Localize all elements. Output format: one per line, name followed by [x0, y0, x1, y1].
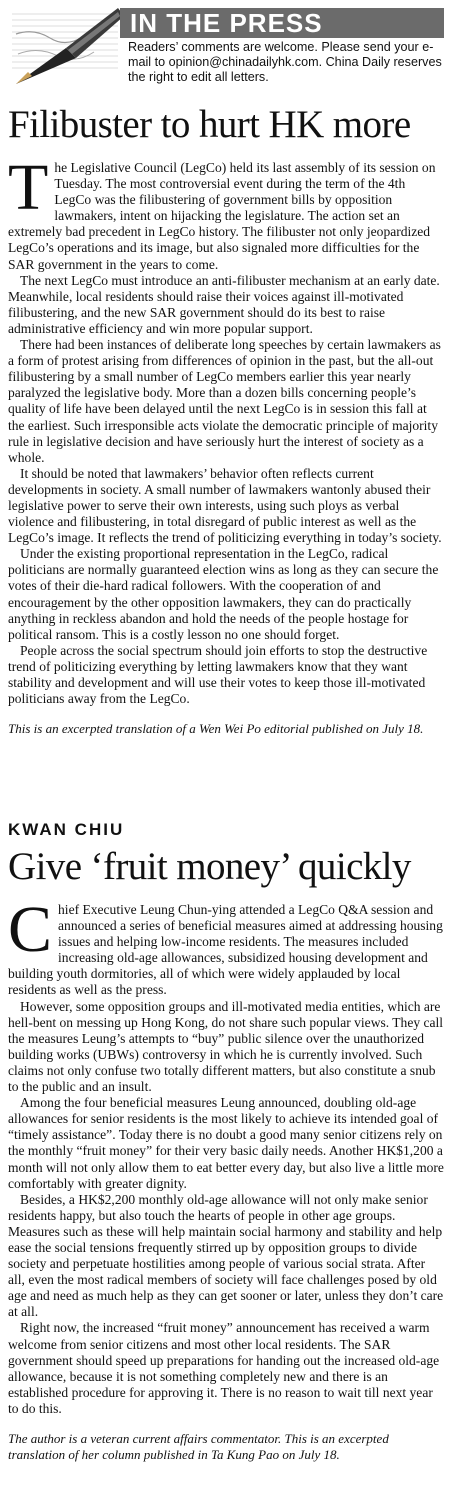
article-paragraph: Right now, the increased “fruit money” announcement has received a warm welcome from senior citizens and most other local residents. The SAR government should speed up preparations for handing out the increased old-age allowance, because it is not something completely new and there is an established procedure for approving it. There is no reason to wait till next year to do this. [8, 1320, 440, 1416]
article-paragraph: Besides, a HK$2,200 monthly old-age allowance will not only make senior residents happy, but also touch the hearts of people in other age groups. Measures such as these will help maintain social harmony and stability and help ease the social tensions frequently stirred up by opposition groups to divide society and perpetuate hostilities among people of various social strata. After all, even the most radical members of society will face challenges posed by old age and need as much help as they can get sooner or later, unless they don’t care at all. [8, 1191, 444, 1320]
article-paragraph: Under the existing proportional representation in the LegCo, radical politicians are normally guaranteed election wins as long as they can secure the votes of their die-hard radical followers. With the cooperation of and encouragement by the other opposition lawmakers, they can do practically anything in reckless abandon and hold the needs of the people hostage for political ransom. This is a costly lesson no one should forget. [8, 546, 439, 642]
article-filibuster [8, 104, 444, 737]
article-body [8, 893, 444, 1417]
letters-notice: Readers’ comments are welcome. Please send your e-mail to opinion@chinadailyhk.com. China Daily reserves the right to edit all letters. [128, 40, 442, 84]
article-headline: Give ‘fruit money’ quickly [8, 845, 411, 888]
article-body [8, 151, 444, 707]
article-footnote: The author is a veteran current affairs commentator. This is an excerpted translation of her column published in Ta Kung Pao on July 18. [8, 1431, 389, 1462]
section-title: IN THE PRESS [130, 8, 323, 38]
article-paragraph: People across the social spectrum should join efforts to stop the destructive trend of politicizing everything by letting lawmakers know that they want stability and development and will use their votes to keep those ill-motivated politicians away from the LegCo. [8, 642, 428, 707]
author-byline: KWAN CHIU [8, 820, 125, 839]
article-fruit-money [8, 820, 444, 1463]
press-header [0, 0, 450, 90]
article-paragraph: Among the four beneficial measures Leung announced, doubling old-age allowances for senior residents is the most likely to achieve its intended goal of “timely assistance”. Today there is no doubt a good many senior citizens rely on the monthly “fruit money” for their very basic daily needs. Another HK$1,200 a month will not only allow them to eat better every day, but also live a little more comfortably with greater dignity. [8, 1095, 444, 1191]
article-paragraph: There had been instances of deliberate long speeches by certain lawmakers as a form of protest arising from differences of opinion in the past, but the all-out filibustering by a small number of LegCo members earlier this year nearly paralyzed the legislative body. More than a dozen bills concerning people’s quality of life have been delayed until the next LegCo is in session this fall at the earliest. Such irresponsible acts violate the democratic principle of majority rule in legislative decision and have seriously hurt the interest of society as a whole. [8, 337, 441, 465]
article-footnote: This is an excerpted translation of a Wen Wei Po editorial published on July 18. [8, 721, 424, 737]
article-paragraph: It should be noted that lawmakers’ behavior often reflects current developments in society. A small number of lawmakers wantonly abused their legislative power to serve their own interests, using such ploys as verbal violence and filibustering, in total disregard of public interest as well as the LegCo’s image. It reflects the trend of politicizing everything in today’s society. [8, 465, 442, 546]
article-paragraph: However, some opposition groups and ill-motivated media entities, which are hell-bent on messing up Hong Kong, do not share such popular views. They call the measures Leung’s attempts to “buy” public silence over the unauthorized building works (UBWs) controversy in which he is currently involved. Such claims not only confuse two totally different matters, but also constitute a snub to the public and an insult. [8, 998, 444, 1095]
article-paragraph: The next LegCo must introduce an anti-filibuster mechanism at an early date. Meanwhile, local residents should raise their voices against ill-motivated filibustering, and the new SAR government should do its best to raise administrative efficiency and win more popular support. [8, 272, 440, 336]
article-paragraph: The Legislative Council (LegCo) held its last assembly of its session on Tuesday. The most controversial event during the term of the 4th LegCo was the filibustering of government bills by opposition lawmakers, intent on hijacking the legislature. The action set an extremely bad precedent in LegCo history. The filibuster not only jeopardized LegCo’s operations and its image, but also signaled more difficulties for the SAR government in the years to come. [8, 151, 436, 272]
article-headline: Filibuster to hurt HK more [8, 103, 411, 146]
drop-cap: T [8, 151, 49, 224]
drop-cap: C [8, 893, 53, 966]
article-paragraph: Chief Executive Leung Chun-ying attended a LegCo Q&A session and announced a series of beneficial measures aimed at addressing housing issues and helping low-income residents. The measures included increasing old-age allowances, subsidized housing development and building youth dormitories, all of which were widely applauded by local residents as well as the press. [8, 893, 443, 998]
fountain-pen-icon [6, 4, 124, 88]
